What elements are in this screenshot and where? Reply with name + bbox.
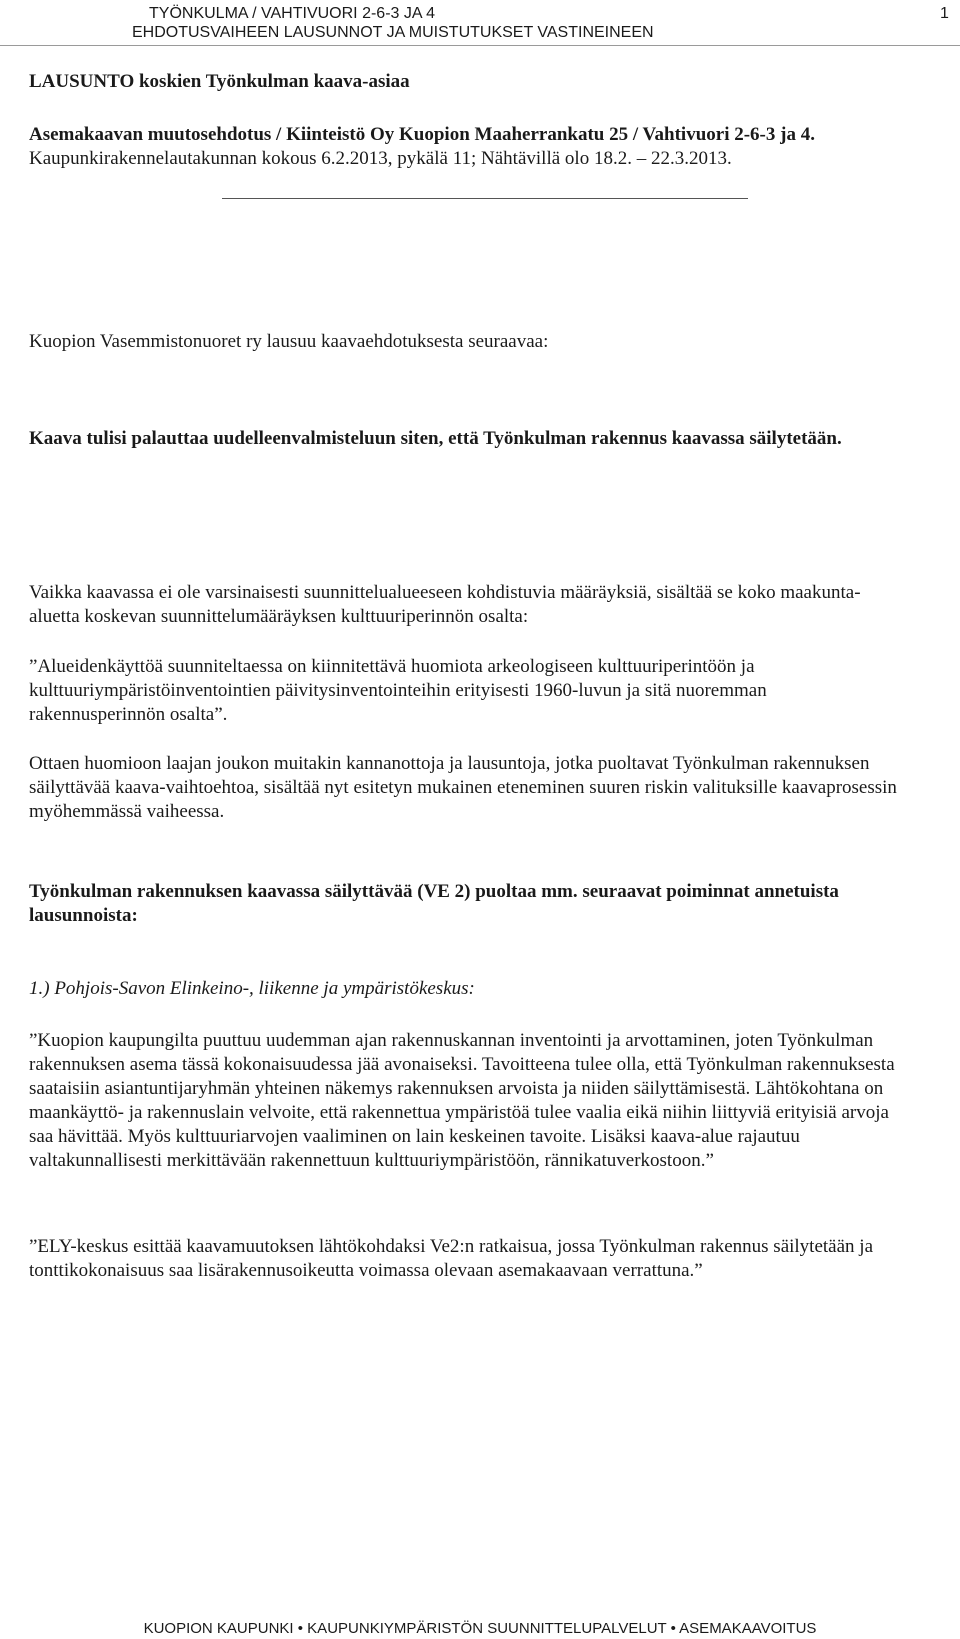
source-1: 1.) Pohjois-Savon Elinkeino-, liikenne ja ympäristökeskus:: [29, 978, 475, 999]
paragraph-1: Vaikka kaavassa ei ole varsinaisesti suunnittelualueeseen kohdistuvia määräyksiä, sisältää se koko maakunta-aluetta koskevan suunnittelumääräyksen kulttuuriperinnön osalta:: [29, 582, 861, 627]
page-number: 1: [940, 5, 949, 22]
page-footer: KUOPION KAUPUNKI • KAUPUNKIYMPÄRISTÖN SUUNNITTELUPALVELUT • ASEMAKAAVOITUS: [143, 1620, 817, 1637]
quote-2: ”Kuopion kaupungilta puuttuu uudemman ajan rakennuskannan inventointi ja arvottaminen, joten Työnkulman rakennuksen asema tässä kokonaisuudessa jää avonaiseksi. Tavoitteena tulee olla, että Työnkulman rakennuksesta saataisiin asiantuntijaryhmän yhteinen näkemys rakennuksen arvoista ja niiden säilyttämisestä. Lähtökohtana on maankäyttö- ja rakennuslain velvoite, että rakennettua ympäristöä tulee vaalia eikä niihin liittyviä erityisiä arvoja saa hävittää. Myös kulttuuriarvojen vaaliminen on lain keskeinen tavoite. Lisäksi kaava-alue rajautuu valtakunnallisesti merkittävään rakennettuun kulttuuriympäristöön, rännikatuverkostoon.”: [29, 1030, 895, 1171]
header-rule: [0, 45, 960, 46]
intro-paragraph: Kuopion Vasemmistonuoret ry lausuu kaavaehdotuksesta seuraavaa:: [29, 331, 549, 352]
subject-bold: Asemakaavan muutosehdotus / Kiinteistö Oy Kuopion Maaherrankatu 25 / Vahtivuori 2-6-3 ja 4.: [29, 124, 815, 145]
paragraph-2: Ottaen huomioon laajan joukon muitakin kannanottoja ja lausuntoja, jotka puoltavat Työnkulman rakennuksen säilyttävää kaava-vaihtoehtoa, sisältää nyt esitetyn mukainen eteneminen suuren riskin valituksille kaavaprosessin myöhemmässä vaiheessa.: [29, 753, 897, 822]
header-line-1: TYÖNKULMA / VAHTIVUORI 2-6-3 JA 4: [149, 5, 435, 22]
document-title: LAUSUNTO koskien Työnkulman kaava-asiaa: [29, 71, 410, 92]
running-header: [0, 4, 960, 50]
quote-3: ”ELY-keskus esittää kaavamuutoksen lähtökohdaksi Ve2:n ratkaisua, jossa Työnkulman rakennus säilytetään ja tonttikokonaisuus saa lisärakennusoikeutta voimassa olevaan asemakaavaan verrattuna.”: [29, 1236, 873, 1281]
subject-rest: Kaupunkirakennelautakunnan kokous 6.2.2013, pykälä 11; Nähtävillä olo 18.2. – 22.3.2013.: [29, 148, 732, 169]
header-line-2: EHDOTUSVAIHEEN LAUSUNNOT JA MUISTUTUKSET VASTINEINEEN: [132, 24, 654, 41]
subject-line: [29, 123, 899, 171]
subject-rule: [222, 198, 748, 199]
main-claim: Kaava tulisi palauttaa uudelleenvalmisteluun siten, että Työnkulman rakennus kaavassa säilytetään.: [29, 428, 842, 449]
section-heading: Työnkulman rakennuksen kaavassa säilyttävää (VE 2) puoltaa mm. seuraavat poiminnat annetuista lausunnoista:: [29, 881, 839, 926]
quote-1: ”Alueidenkäyttöä suunniteltaessa on kiinnitettävä huomiota arkeologiseen kulttuuriperintöön ja kulttuuriympäristöinventointien päivitysinventointeihin erityisesti 1960-luvun ja sitä nuoremman rakennusperinnön osalta”.: [29, 656, 767, 725]
